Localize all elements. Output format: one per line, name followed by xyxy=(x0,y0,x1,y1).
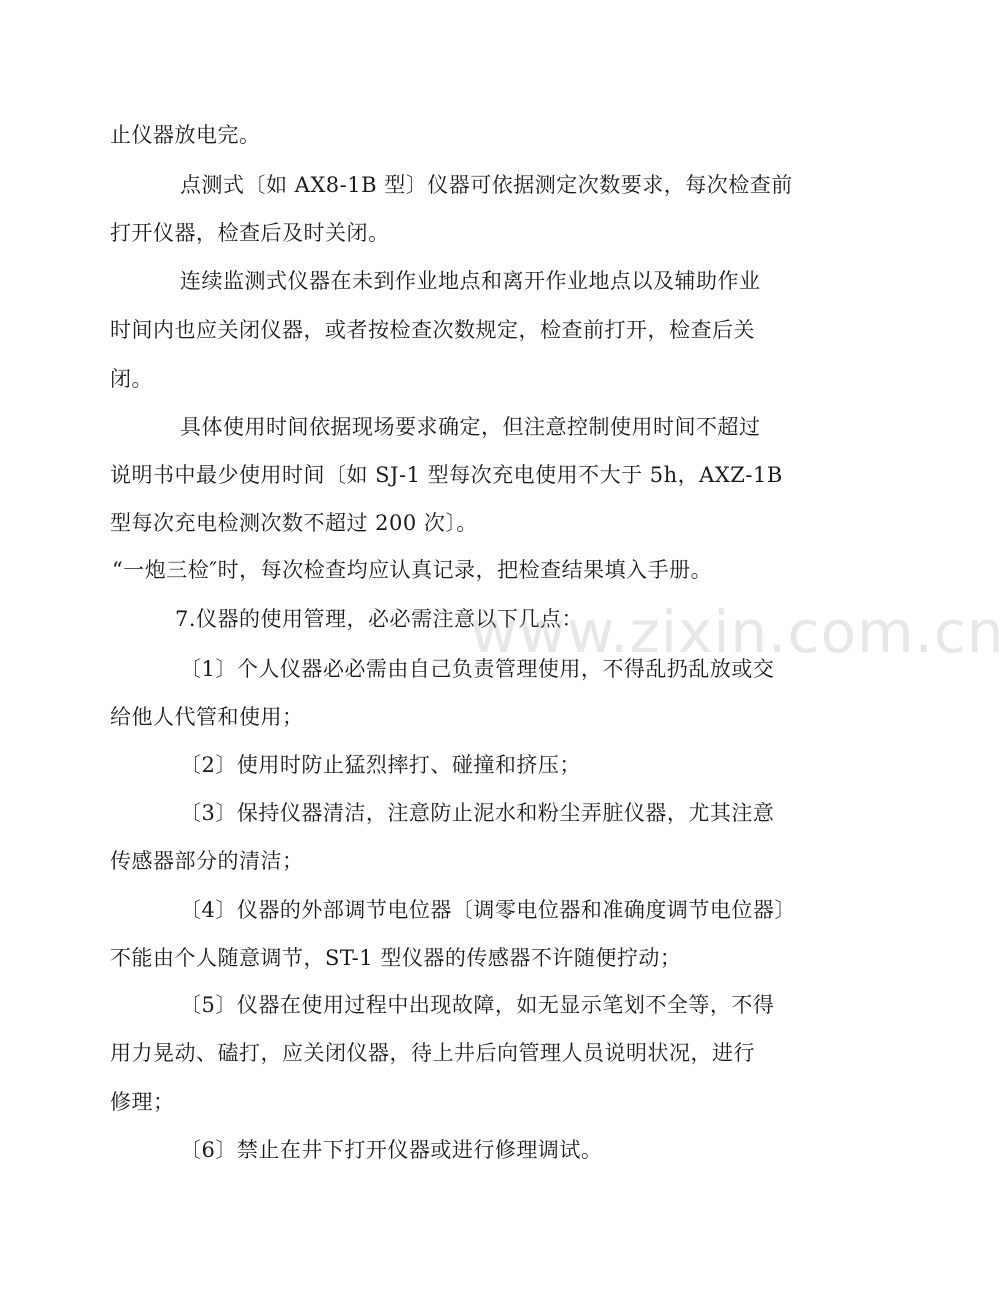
text-line: 闭。 xyxy=(110,367,153,391)
text-line: 〔1〕个人仪器必必需由自己负责管理使用，不得乱扔乱放或交 xyxy=(180,657,775,681)
text-line: 时间内也应关闭仪器，或者按检查次数规定，检查前打开，检查后关 xyxy=(110,318,755,342)
text-line: 〔6〕禁止在井下打开仪器或进行修理调试。 xyxy=(180,1138,603,1162)
text-line: 修理； xyxy=(110,1090,175,1114)
text-line: 〔5〕仪器在使用过程中出现故障，如无显示笔划不全等，不得 xyxy=(180,993,775,1017)
text-line: 给他人代管和使用； xyxy=(110,705,304,729)
text-line: 不能由个人随意调节，ST-1 型仪器的传感器不许随便拧动； xyxy=(110,946,682,970)
section-heading: 7.仪器的使用管理，必必需注意以下几点： xyxy=(175,607,584,631)
text-line: 用力晃动、磕打，应关闭仪器，待上井后向管理人员说明状况，进行 xyxy=(110,1041,755,1065)
text-line: 止仪器放电完。 xyxy=(110,123,261,147)
text-line: “一炮三检″时，每次检查均应认真记录，把检查结果填入手册。 xyxy=(112,558,713,582)
text-line: 具体使用时间依据现场要求确定，但注意控制使用时间不超过 xyxy=(180,415,761,439)
text-line: 〔4〕仪器的外部调节电位器〔调零电位器和准确度调节电位器〕 xyxy=(180,898,796,922)
watermark: www.zixin.com.cn xyxy=(470,598,1005,666)
text-line: 点测式〔如 AX8-1B 型〕仪器可依据测定次数要求，每次检查前 xyxy=(180,173,793,197)
text-line: 〔3〕保持仪器清洁，注意防止泥水和粉尘弄脏仪器，尤其注意 xyxy=(180,801,775,825)
text-line: 连续监测式仪器在未到作业地点和离开作业地点以及辅助作业 xyxy=(180,269,761,293)
text-line: 打开仪器，检查后及时关闭。 xyxy=(110,221,390,245)
text-line: 传感器部分的清洁； xyxy=(110,849,304,873)
text-line: 〔2〕使用时防止猛烈摔打、碰撞和挤压； xyxy=(180,753,581,777)
text-line: 型每次充电检测次数不超过 200 次〕。 xyxy=(110,511,478,535)
text-line: 说明书中最少使用时间〔如 SJ-1 型每次充电使用不大于 5h，AXZ-1B xyxy=(110,463,783,487)
